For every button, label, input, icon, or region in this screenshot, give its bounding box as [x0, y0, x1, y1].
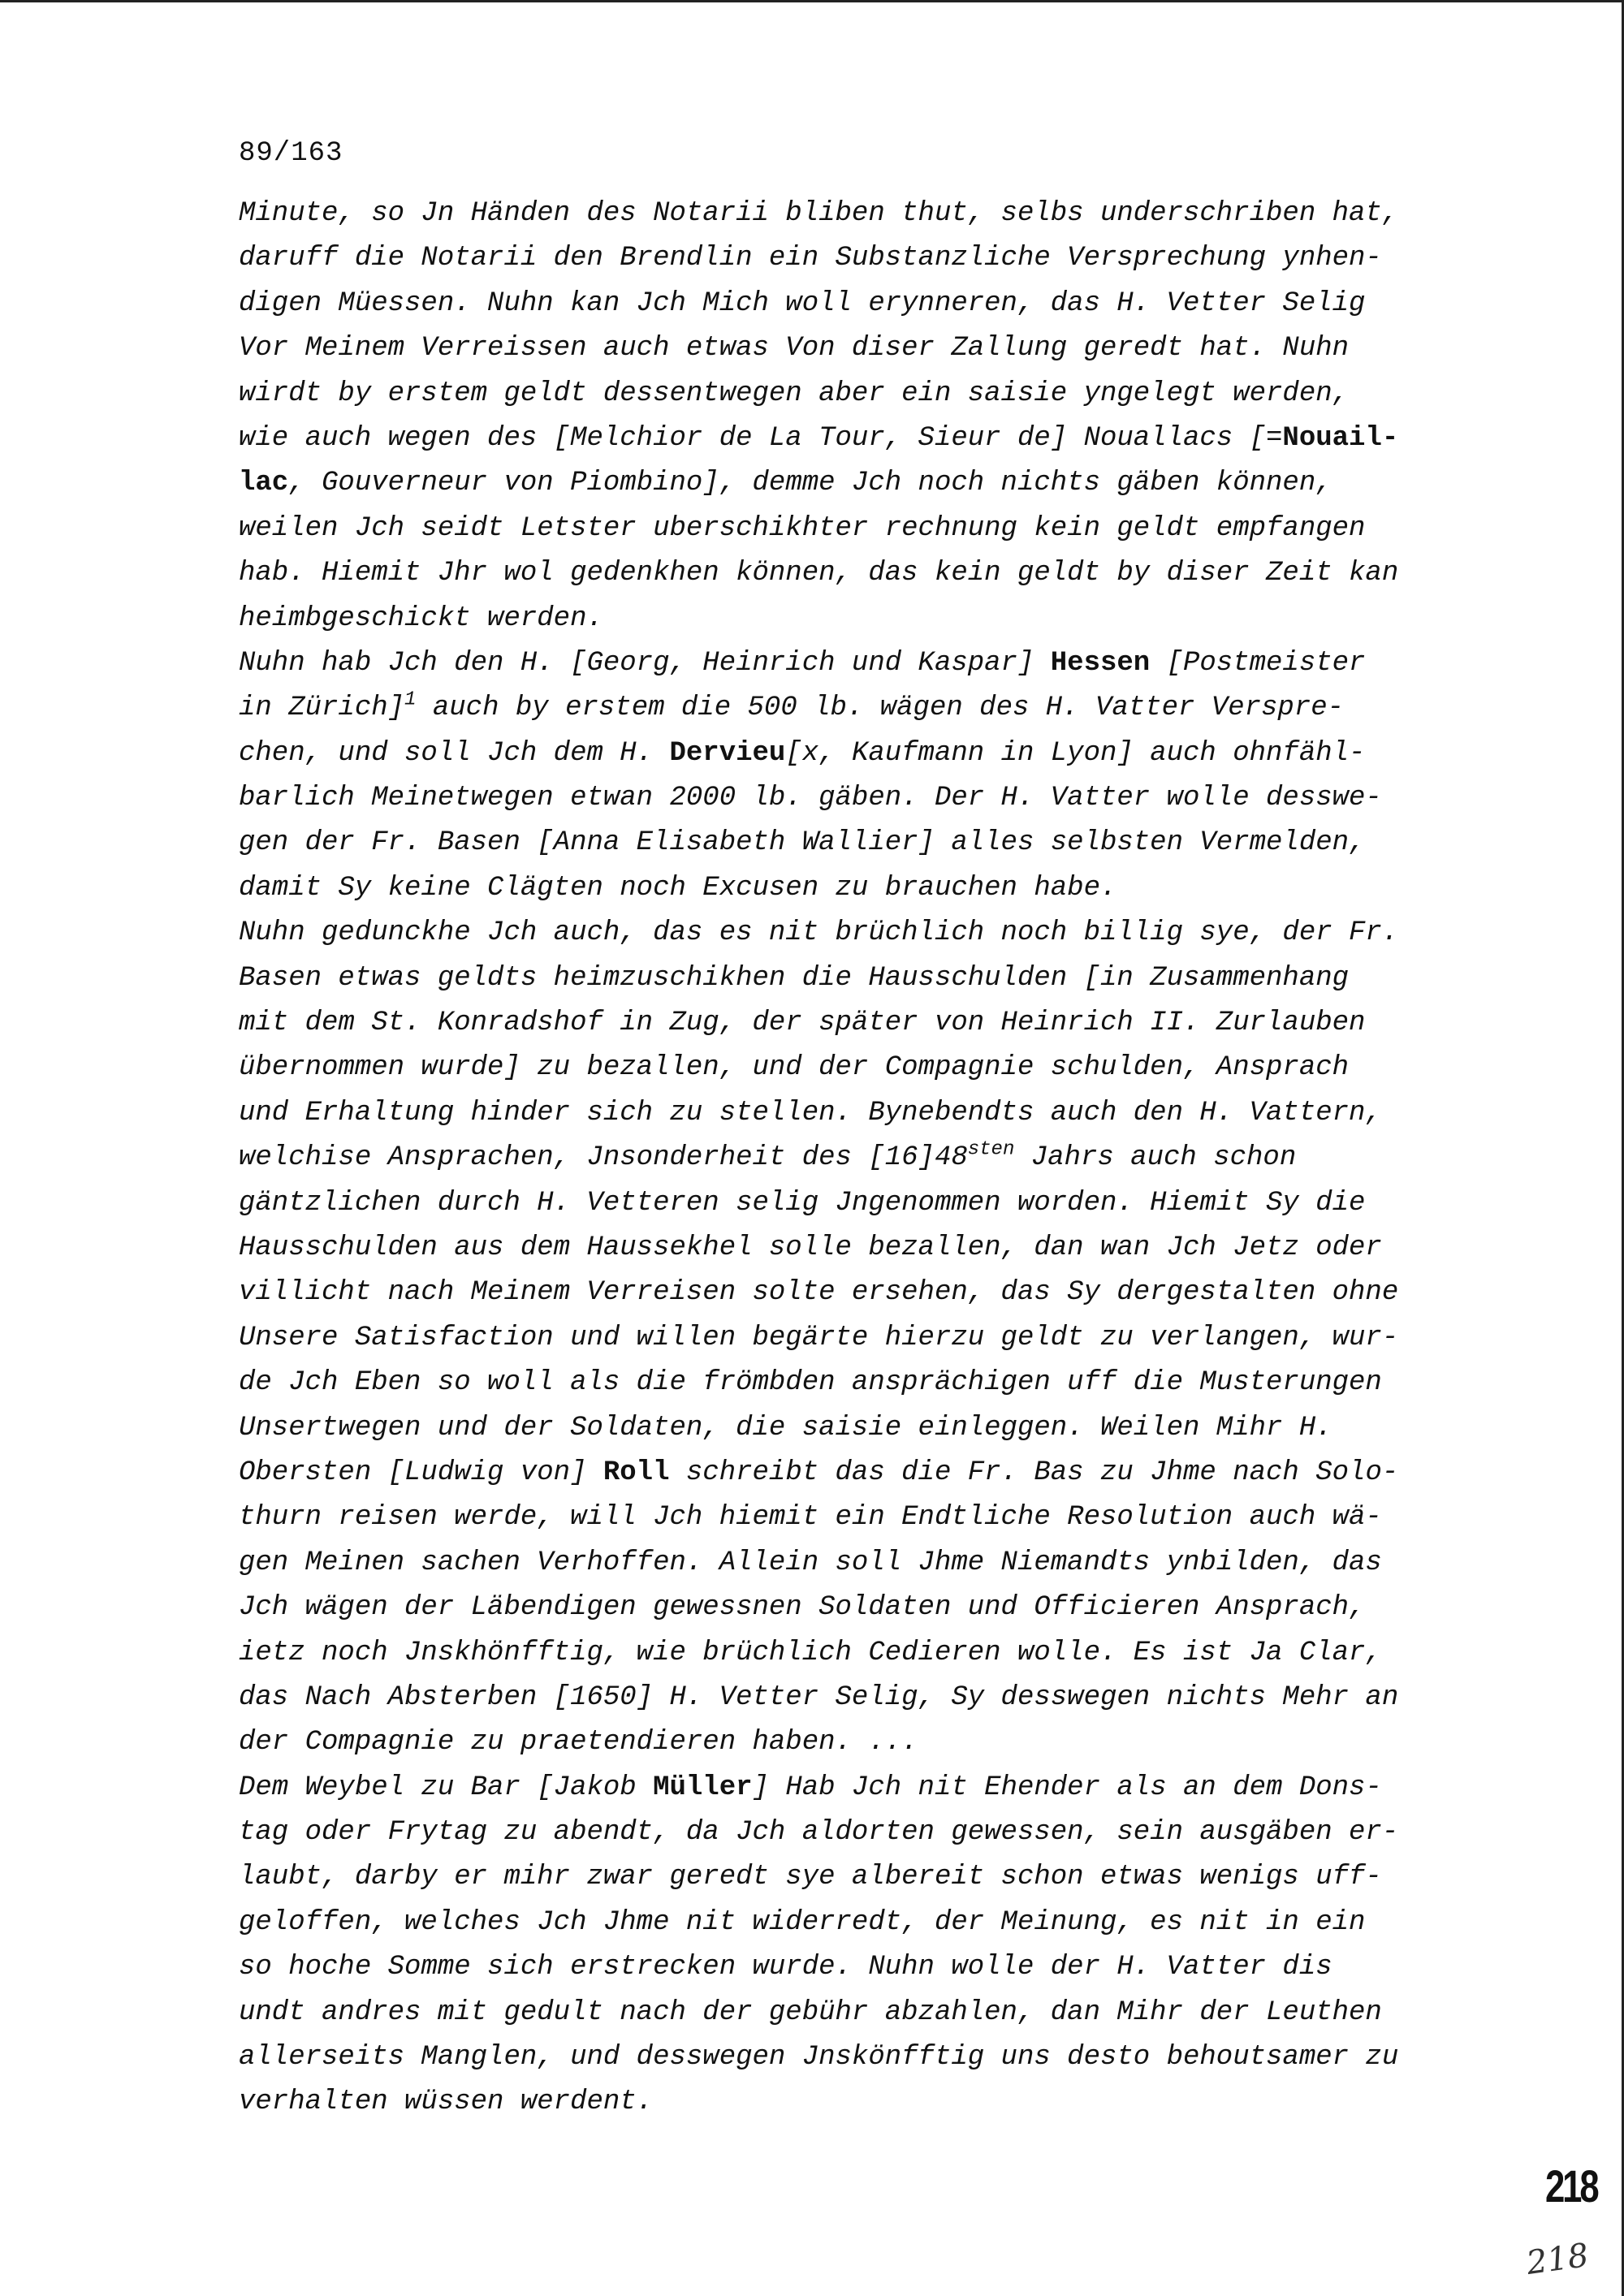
text-line: mit dem St. Konradshof in Zug, der später von Heinrich II. Zurlauben	[239, 1008, 1366, 1039]
text-line: thurn reisen werde, will Jch hiemit ein Endtliche Resolution auch wä-	[239, 1502, 1382, 1534]
text-line: ietz noch Jnskhönfftig, wie brüchlich Cedieren wolle. Es ist Ja Clar,	[239, 1637, 1382, 1668]
text-line: Dem Weybel zu Bar [Jakob Müller] Hab Jch nit Ehender als an dem Dons-	[239, 1772, 1382, 1803]
page-reference: 89/163	[239, 138, 343, 169]
text-line: verhalten wüssen werdent.	[239, 2087, 654, 2118]
text-line: geloffen, welches Jch Jhme nit widerredt, der Meinung, es nit in ein	[239, 1906, 1366, 1938]
text-line: villicht nach Meinem Verreisen solte ersehen, das Sy dergestalten ohne	[239, 1277, 1399, 1309]
text-line: das Nach Absterben [1650] H. Vetter Selig, Sy desswegen nichts Mehr an	[239, 1681, 1399, 1713]
text-line: digen Müessen. Nuhn kan Jch Mich woll erynneren, das H. Vetter Selig	[239, 287, 1366, 319]
text-line: undt andres mit gedult nach der gebühr abzahlen, dan Mihr der Leuthen	[239, 1996, 1382, 2028]
text-line: Vor Meinem Verreissen auch etwas Von diser Zallung geredt hat. Nuhn	[239, 333, 1350, 365]
text-line: de Jch Eben so woll als die frömbden ansprächigen uff die Musterungen	[239, 1367, 1382, 1399]
bold-name: lac	[239, 468, 289, 499]
text-line: laubt, darby er mihr zwar geredt sye albereit schon etwas wenigs uff-	[239, 1862, 1382, 1893]
top-border	[0, 0, 1624, 2]
text-line: Basen etwas geldts heimzuschikhen die Hausschulden [in Zusammenhang	[239, 962, 1350, 994]
text-line: hab. Hiemit Jhr wol gedenkhen können, das kein geldt by diser Zeit kan	[239, 558, 1399, 589]
text-line: gäntzlichen durch H. Vetteren selig Jngenommen worden. Hiemit Sy die	[239, 1187, 1366, 1219]
text-line: Jch wägen der Läbendigen gewessnen Soldaten und Officieren Ansprach,	[239, 1592, 1366, 1624]
text-line: barlich Meinetwegen etwan 2000 lb. gäben. Der H. Vatter wolle desswe-	[239, 783, 1382, 814]
text-line: Unsere Satisfaction und willen begärte hierzu geldt zu verlangen, wur-	[239, 1322, 1399, 1353]
text-line: gen der Fr. Basen [Anna Elisabeth Wallier] alles selbsten Vermelden,	[239, 827, 1366, 859]
superscript: sten	[967, 1138, 1015, 1161]
text-line: tag oder Frytag zu abendt, da Jch aldorten gewessen, sein ausgäben er-	[239, 1817, 1399, 1849]
text-line: chen, und soll Jch dem H. Dervieu[x, Kaufmann in Lyon] auch ohnfähl-	[239, 737, 1366, 769]
text-line: daruff die Notarii den Brendlin ein Substanzliche Versprechung ynhen-	[239, 243, 1382, 274]
text-line: lac, Gouverneur von Piombino], demme Jch noch nichts gäben können,	[239, 468, 1332, 499]
bold-name: Dervieu	[669, 737, 786, 769]
text-line: gen Meinen sachen Verhoffen. Allein soll Jhme Niemandts ynbilden, das	[239, 1547, 1382, 1578]
text-line: damit Sy keine Clägten noch Excusen zu brauchen habe.	[239, 872, 1117, 904]
text-line: Unsertwegen und der Soldaten, die saisie einleggen. Weilen Mihr H.	[239, 1412, 1332, 1444]
bold-name: Roll	[603, 1457, 670, 1488]
bold-name: Müller	[653, 1772, 753, 1803]
text-line: in Zürich]$^1$ auch by erstem die 500 lb. wägen des H. Vatter Verspre-	[239, 688, 1345, 724]
bold-name: Nouail-	[1282, 422, 1399, 454]
text-line: wie auch wegen des [Melchior de La Tour, Sieur de] Nouallacs [=Nouail-	[239, 422, 1399, 454]
text-line: und Erhaltung hinder sich zu stellen. Bynebendts auch den H. Vattern,	[239, 1097, 1382, 1129]
text-line: Nuhn gedunckhe Jch auch, das es nit brüchlich noch billig sye, der Fr.	[239, 917, 1399, 949]
text-line: Nuhn hab Jch den H. [Georg, Heinrich und Kaspar] Hessen [Postmeister	[239, 647, 1366, 679]
text-line: Minute, so Jn Händen des Notarii bliben thut, selbs underschriben hat,	[239, 198, 1399, 229]
text-line: so hoche Somme sich erstrecken wurde. Nuhn wolle der H. Vatter dis	[239, 1952, 1332, 1983]
text-line: wirdt by erstem geldt dessentwegen aber ein saisie yngelegt werden,	[239, 378, 1350, 409]
text-line: Hausschulden aus dem Haussekhel solle bezallen, dan wan Jch Jetz oder	[239, 1232, 1382, 1263]
footnote-marker: 1	[404, 688, 417, 711]
document-body	[239, 192, 1497, 2126]
text-line: welchise Ansprachen, Jnsonderheit des $[16]48^{sten}$ Jahrs auch schon	[239, 1138, 1297, 1174]
folio-stamp: 218	[1545, 2160, 1597, 2212]
bold-name: Hessen	[1050, 647, 1151, 679]
text-line: übernommen wurde] zu bezallen, und der Compagnie schulden, Ansprach	[239, 1052, 1350, 1084]
text-line: Obersten [Ludwig von] Roll schreibt das die Fr. Bas zu Jhme nach Solo-	[239, 1457, 1399, 1488]
folio-pencil-note: 218	[1524, 2236, 1592, 2283]
text-line: heimbgeschickt werden.	[239, 602, 603, 634]
text-line: weilen Jch seidt Letster uberschikhter rechnung kein geldt empfangen	[239, 512, 1366, 544]
text-line: allerseits Manglen, und desswegen Jnskönfftig uns desto behoutsamer zu	[239, 2042, 1399, 2074]
text-line: der Compagnie zu praetendieren haben. ...	[239, 1727, 918, 1759]
